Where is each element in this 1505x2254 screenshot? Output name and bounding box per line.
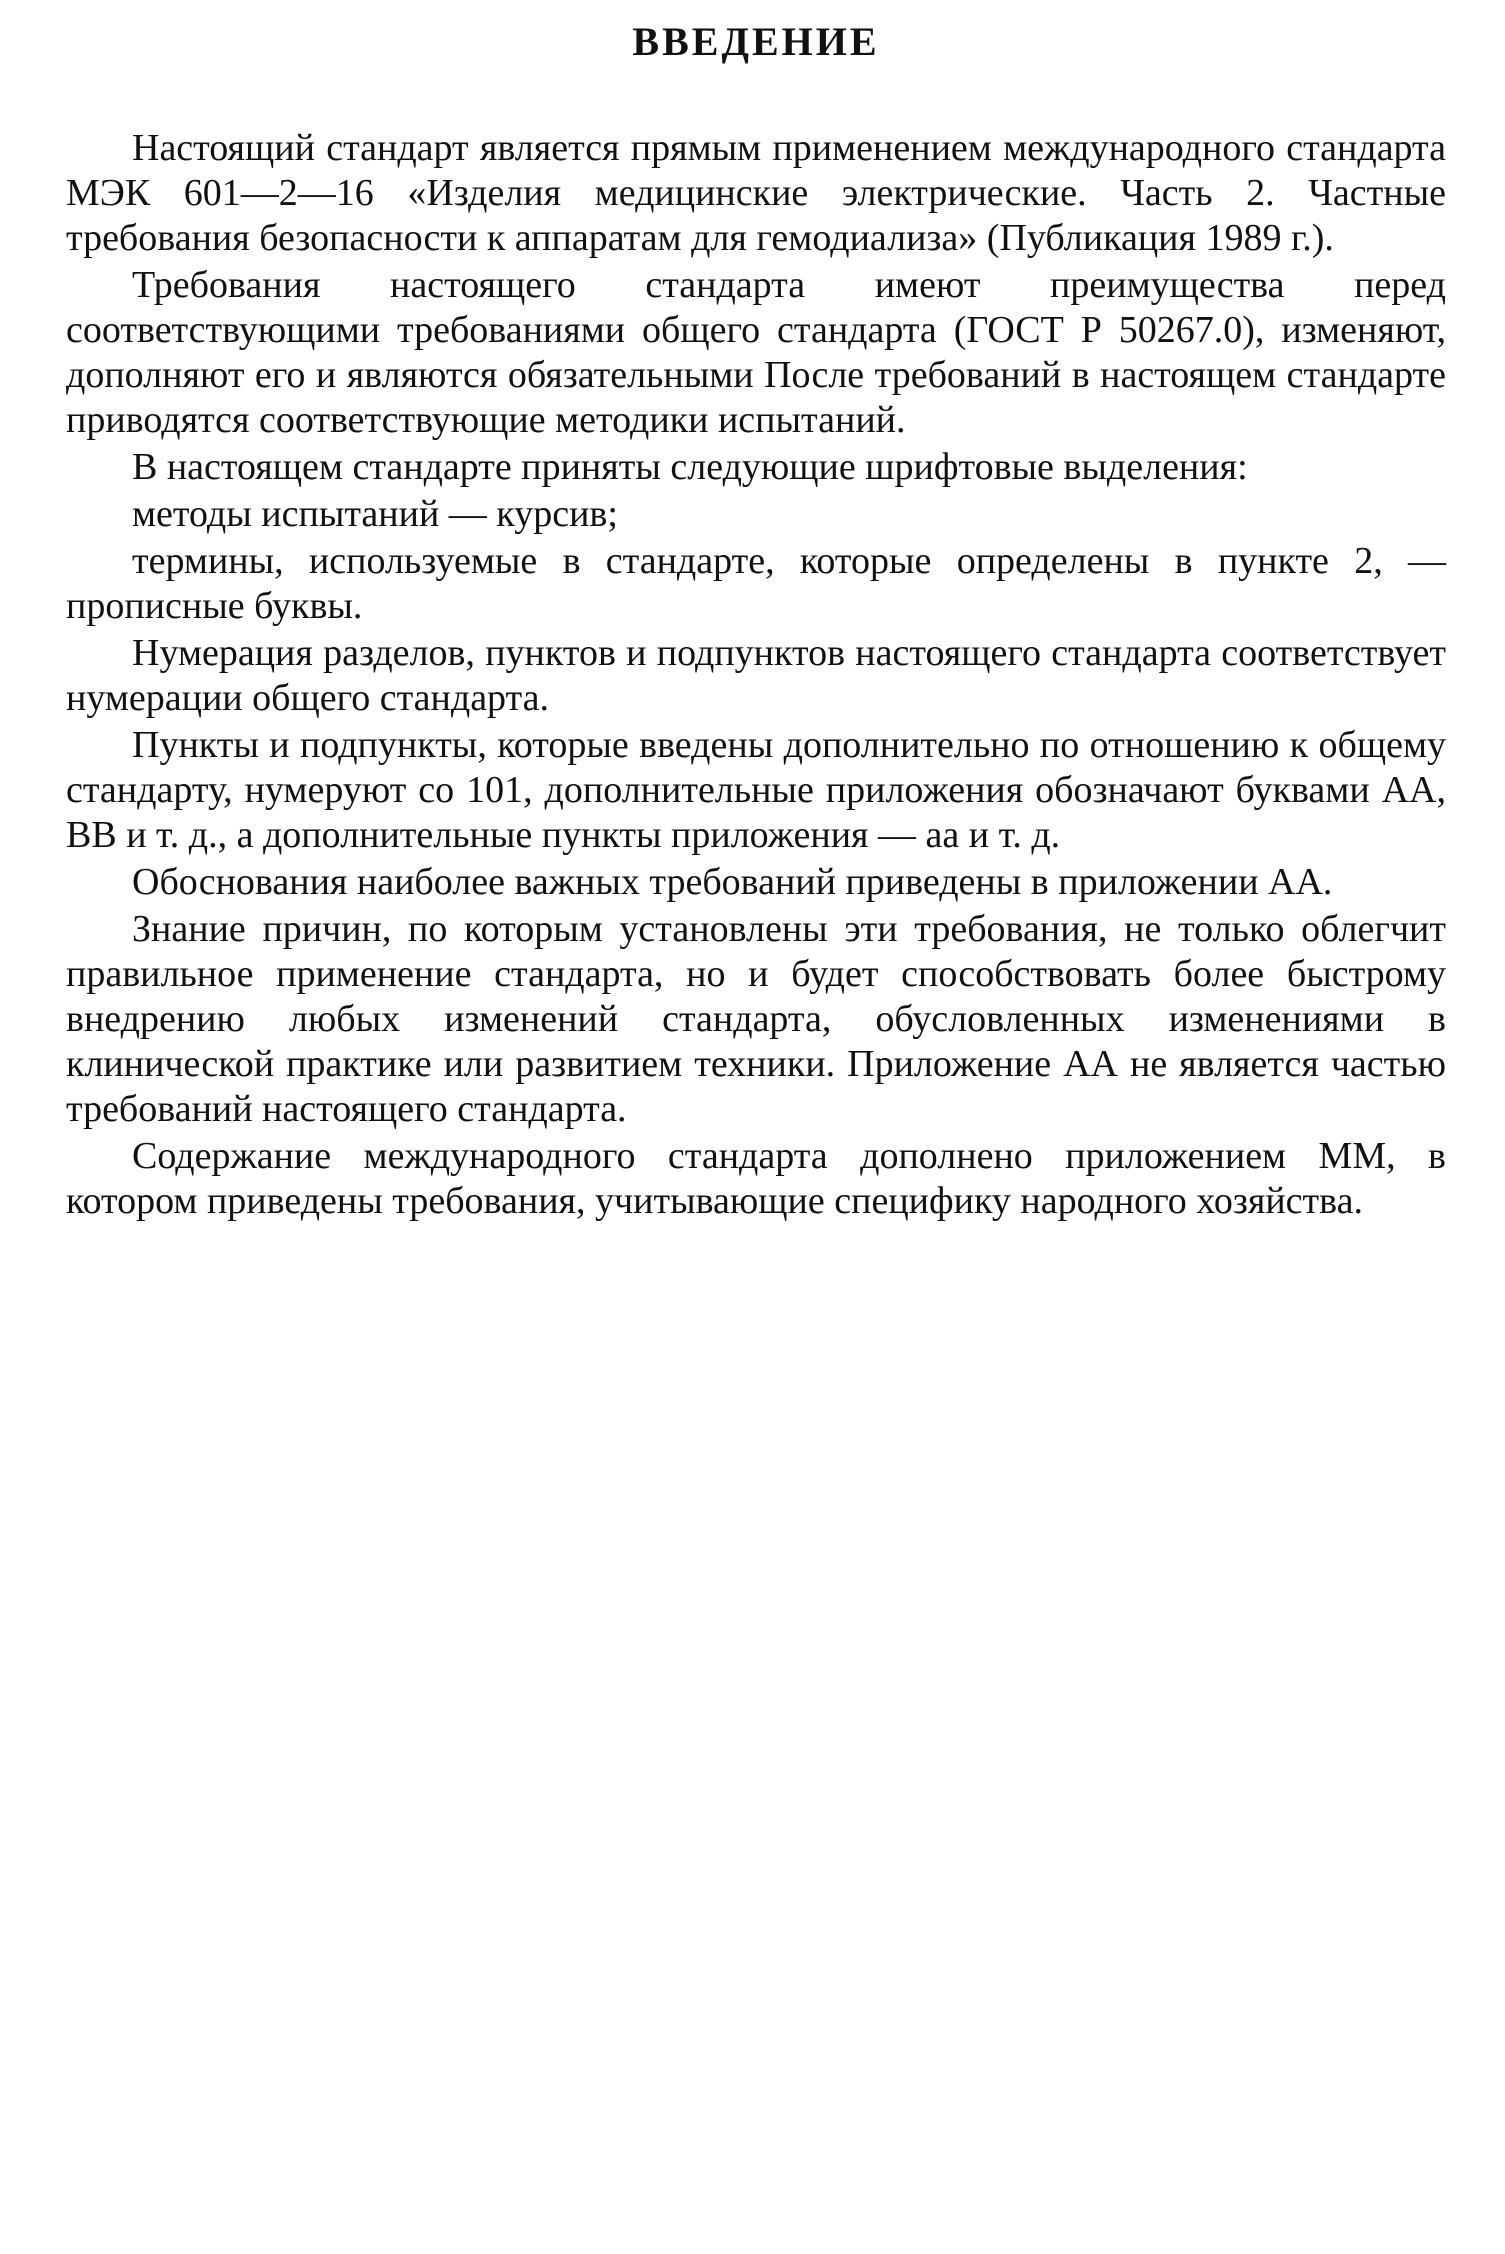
paragraph-content-supplement: Содержание международного стандарта дополнено приложением ММ, в котором приведены требования, учитывающие специфику народного хозяйства. [66, 1135, 1446, 1222]
paragraph-font-highlights: В настоящем стандарте приняты следующие шрифтовые выделения: [132, 446, 1248, 488]
paragraph-additional-items: Пункты и подпункты, которые введены дополнительно по отношению к общему стандарту, нумеруют со 101, дополнительные приложения обозначают буквами АА, ВВ и т. д., а дополнительные пункты приложения — аа и т. д. [66, 724, 1446, 856]
paragraph-knowledge: Знание причин, по которым установлены эти требования, не только облегчит правильное применение стандарта, но и будет способствовать более быстрому внедрению любых изменений стандарта, обусловленных изменениями в клинической практике или развитием техники. Приложение АА не является частью требований настоящего стандарта. [66, 908, 1446, 1130]
page-title: ВВЕДЕНИЕ [632, 19, 880, 64]
list-item-terms: термины, используемые в стандарте, которые определены в пункте 2, — прописные буквы. [66, 540, 1446, 627]
paragraph-requirements: Требования настоящего стандарта имеют преимущества перед соответствующими требованиями общего стандарта (ГОСТ Р 50267.0), изменяют, дополняют его и являются обязательными После требований в настоящем стандарте приводятся соответствующие методики испытаний. [66, 264, 1446, 441]
paragraph-numbering: Нумерация разделов, пунктов и подпунктов настоящего стандарта соответствует нумерации общего стандарта. [66, 632, 1446, 719]
paragraph-intro: Настоящий стандарт является прямым применением международного стандарта МЭК 601—2—16 «Изделия медицинские электрические. Часть 2. Частные требования безопасности к аппаратам для гемодиализа» (Публикация 1989 г.). [66, 127, 1446, 259]
paragraph-rationale: Обоснования наиболее важных требований приведены в приложении АА. [132, 861, 1333, 903]
document-page [66, 18, 1446, 1226]
list-item-test-methods: методы испытаний — курсив; [132, 493, 618, 535]
